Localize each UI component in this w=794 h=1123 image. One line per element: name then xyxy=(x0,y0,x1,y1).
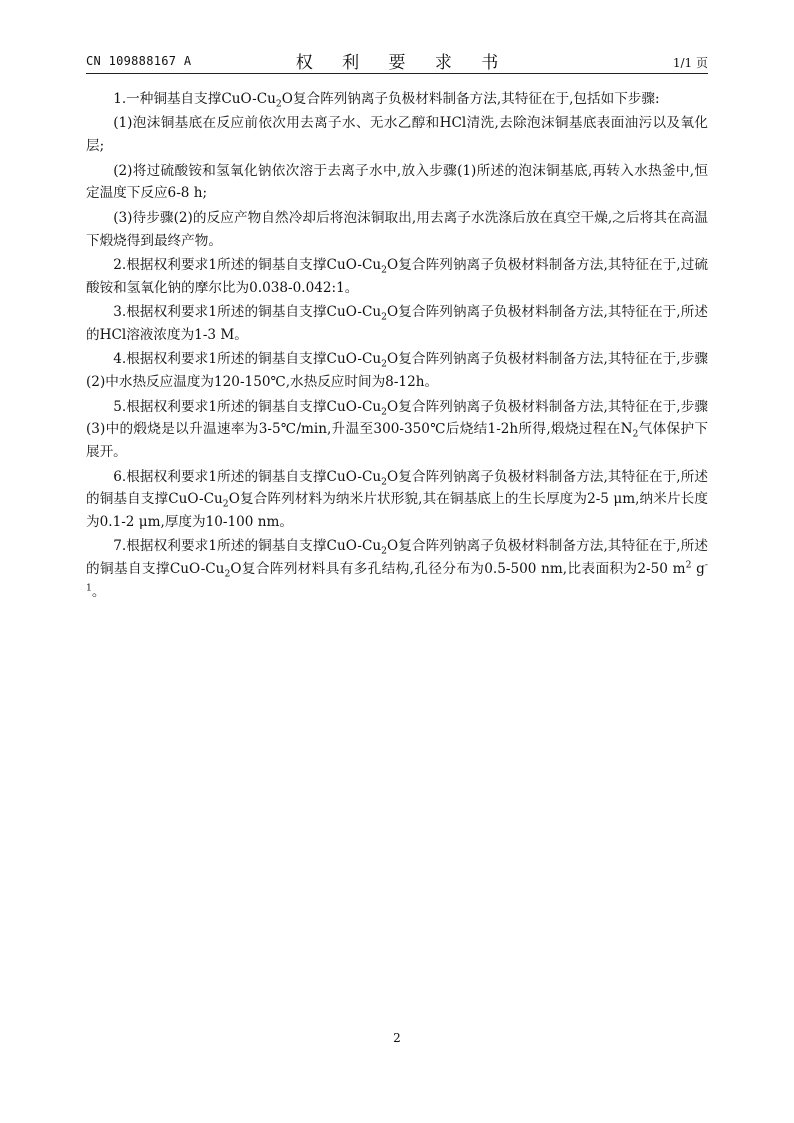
header-divider xyxy=(86,73,708,74)
document-number: CN 109888167 A xyxy=(86,54,192,68)
page-indicator: 1/1 页 xyxy=(672,56,708,70)
claim-3: 3.根据权利要求1所述的铜基自支撑CuO-$Cu_2O$复合阵列钠离子负极材料制备方法,其特征在于,所述的HCl溶液浓度为1-3 M。 xyxy=(86,304,708,343)
claims-body xyxy=(86,88,708,604)
claim-2: 2.根据权利要求1所述的铜基自支撑CuO-$Cu_2O$复合阵列钠离子负极材料制备方法,其特征在于,过硫酸铵和氢氧化钠的摩尔比为0.038-0.042:1。 xyxy=(86,256,708,296)
claim-1: 1.一种铜基自支撑CuO-$Cu_2O$复合阵列钠离子负极材料制备方法,其特征在于,包括如下步骤: xyxy=(113,91,660,110)
page-number: 2 xyxy=(393,1031,401,1045)
claim-1-step-3: (3)待步骤(2)的反应产物自然冷却后将泡沫铜取出,用去离子水洗涤后放在真空干燥,之后将其在高温下煅烧得到最终产物。 xyxy=(86,209,708,249)
claim-4: 4.根据权利要求1所述的铜基自支撑CuO-$Cu_2O$复合阵列钠离子负极材料制备方法,其特征在于,步骤(2)中水热反应温度为120-150℃,水热反应时间为8-12h。 xyxy=(86,351,708,391)
claim-7: 7.根据权利要求1所述的铜基自支撑CuO-$Cu_2O$复合阵列钠离子负极材料制备方法,其特征在于,所述的铜基自支撑CuO-$Cu_2O$复合阵列材料具有多孔结构,孔径分布为0.5-500 nm,比表面积为2-50 $m^2$ $g^{-1}$。 xyxy=(86,538,708,601)
claim-6: 6.根据权利要求1所述的铜基自支撑CuO-$Cu_2O$复合阵列钠离子负极材料制备方法,其特征在于,所述的铜基自支撑CuO-$Cu_2O$复合阵列材料为纳米片状形貌,其在铜基底上的生长厚度为2-5 μm,纳米片长度为0.1-2 μm,厚度为10-100 nm。 xyxy=(86,468,708,531)
claim-5: 5.根据权利要求1所述的铜基自支撑CuO-$Cu_2O$复合阵列钠离子负极材料制备方法,其特征在于,步骤(3)中的煅烧是以升温速率为3-5℃/min,升温至300-350℃后烧结1-2h所得,煅烧过程在$N_2$气体保护下展开。 xyxy=(86,398,708,461)
page-title: 权 利 要 求 书 xyxy=(295,53,511,73)
claim-1-step-1: (1)泡沫铜基底在反应前依次用去离子水、无水乙醇和HCl清洗,去除泡沫铜基底表面油污以及氧化层; xyxy=(86,115,708,155)
claim-1-step-2: (2)将过硫酸铵和氢氧化钠依次溶于去离子水中,放入步骤(1)所述的泡沫铜基底,再转入水热釜中,恒定温度下反应6-8 h; xyxy=(86,162,708,202)
page-header xyxy=(86,48,708,72)
